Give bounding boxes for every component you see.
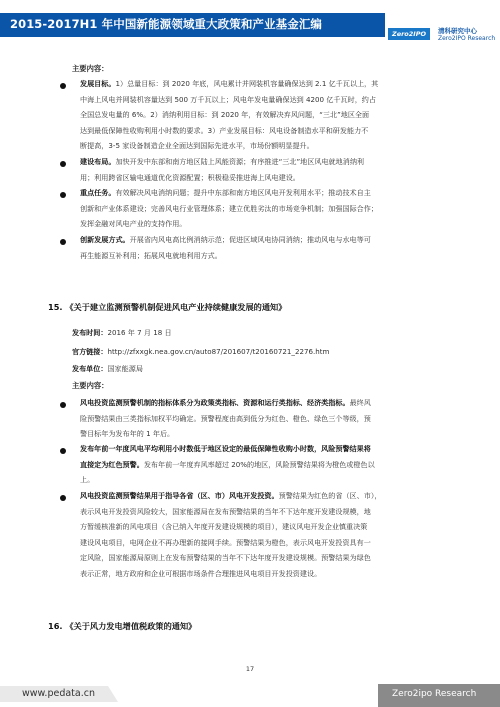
bullet-dot	[60, 192, 66, 198]
logo-cn-text: 清科研究中心	[438, 27, 477, 35]
paragraph-line	[80, 232, 448, 248]
body-text: 再生能源互补利用；拓展风电就地利用方式。	[80, 250, 222, 260]
paragraph-line	[80, 441, 448, 457]
paragraph-line	[80, 107, 448, 123]
body-text: 表示正常，地方政府和企业可根据市场条件合理推进风电项目开发投资建设。	[80, 568, 322, 578]
official-link-label: 官方链接：	[72, 347, 108, 356]
publisher-value: 国家能源局	[107, 364, 143, 373]
publish-date-value: 2016 年 7 月 18 日	[107, 328, 172, 337]
paragraph-line	[80, 519, 448, 535]
publisher	[72, 364, 143, 374]
body-text: 定风险，国家能源局原则上在发布预警结果的当年不下达年度开发建设规模。预警结果为绿色	[80, 553, 371, 562]
publish-date	[72, 328, 172, 338]
body-text: 最终风	[349, 398, 371, 407]
body-text: 开展省内风电高比例消纳示范；促进区域风电协同消纳；推动风电与水电等可	[129, 235, 371, 244]
footer-url[interactable]: www.pedata.cn	[22, 688, 95, 699]
body-text: 上。	[80, 475, 95, 484]
main-content-label: 主要内容：	[72, 64, 109, 73]
paragraph-line	[80, 170, 448, 186]
logo-en-text: Zero2IPO Research	[438, 35, 496, 42]
bullet-dot	[60, 161, 66, 167]
official-link	[72, 347, 329, 357]
body-text: 警目标年为发布年的 1 年后。	[80, 429, 175, 438]
emphasis-text: 直接定为红色预警。	[80, 459, 144, 469]
bullet-dot	[60, 83, 66, 89]
paragraph-line	[80, 535, 448, 551]
emphasis-text: 发布年前一年度风电平均利用小时数低于地区设定的最低保障性收购小时数，风险预警结果将	[80, 444, 371, 453]
bullet-dot	[60, 402, 66, 408]
emphasis-text: 建设布局。	[80, 157, 116, 166]
bullet-dot	[60, 448, 66, 454]
body-text: 全国总发电量的 6%。2）消纳利用目标：到 2020 年，有效解决弃风问题，“三北”地区全面	[80, 110, 370, 119]
bullet-paragraph	[80, 185, 448, 232]
paragraph-line	[80, 76, 448, 92]
bullet-dot	[60, 239, 66, 245]
body-text: 断提高，3-5 家设备制造企业全面达到国际先进水平，市场份额明显提升。	[80, 141, 314, 150]
header-title: 2015-2017H1 年中国新能源领域重大政策和产业基金汇编	[10, 17, 323, 31]
body-text: 用；利用跨省区输电通道优化资源配置；积极稳妥推进海上风电建设。	[80, 172, 300, 182]
section-16-title: 16. 《关于风力发电增值税政策的通知》	[48, 621, 197, 631]
bullet-paragraph	[80, 232, 448, 263]
body-text: 表示风电开发投资风险较大，国家能源局在发布预警结果的当年不下达年度开发建设规模，地	[80, 506, 371, 516]
body-text: 险预警结果由三类指标加权平均确定。预警程度由高到低分为红色、橙色、绿色三个等级，预	[80, 413, 371, 423]
body-text: 加快开发中东部和南方地区陆上风能资源；有序推进“三北”地区风电就地消纳利	[115, 157, 365, 166]
paragraph-line	[80, 472, 448, 488]
body-text: 发布年前一年度弃风率超过 20%的地区，风险预警结果将为橙色或橙色以	[143, 459, 375, 469]
body-text: 方暂缓核准新的风电项目（含已纳入年度开发建设规模的项目），建议风电开发企业慎重决策	[80, 522, 368, 531]
emphasis-text: 发展目标。	[80, 79, 116, 88]
body-text: 1）总量目标：到 2020 年底，风电累计并网装机容量确保达到 2.1 亿千瓦以上，其	[115, 79, 379, 88]
paragraph-line	[80, 201, 448, 217]
footer-brand: Zero2ipo Research	[392, 689, 477, 699]
official-link-url[interactable]: http://zfxxgk.nea.gov.cn/auto87/201607/t20160721_2276.htm	[107, 347, 330, 356]
body-text: 创新和产业体系建设；完善风电行业管理体系；建立优胜劣汰的市场竞争机制；加强国际合作；	[80, 203, 378, 213]
paragraph-line	[80, 123, 448, 139]
body-text: 发挥金融对风电产业的支持作用。	[80, 219, 187, 228]
paragraph-line	[80, 504, 448, 520]
paragraph-line	[80, 185, 448, 201]
emphasis-text: 重点任务。	[80, 188, 116, 197]
page-number: 17	[245, 665, 255, 673]
paragraph-line	[80, 138, 448, 154]
paragraph-line	[80, 154, 448, 170]
publish-date-label: 发布时间：	[72, 328, 108, 337]
bullet-paragraph	[80, 395, 448, 442]
bullet-dot	[60, 495, 66, 501]
paragraph-line	[80, 457, 448, 473]
zero2ipo-logo: Zero2IPO	[388, 28, 430, 40]
paragraph-line	[80, 248, 448, 264]
paragraph-line	[80, 92, 448, 108]
bullet-paragraph	[80, 154, 448, 185]
page-header	[0, 0, 500, 46]
body-text: 达到最低保障性收购利用小时数的要求。3）产业发展目标：风电设备制造水平和研发能力不	[80, 125, 369, 135]
paragraph-line	[80, 550, 448, 566]
publisher-label: 发布单位：	[72, 364, 108, 373]
paragraph-line	[80, 488, 448, 504]
body-text: 中海上风电并网装机容量达到 500 万千瓦以上；风电年发电量确保达到 4200 亿千瓦时，约占	[80, 94, 376, 104]
paragraph-line	[80, 566, 448, 582]
emphasis-text: 风电投资监测预警结果用于指导各省（区、市）风电开发投资。	[80, 491, 279, 500]
paragraph-line	[80, 426, 448, 442]
emphasis-text: 创新发展方式。	[80, 235, 130, 244]
bullet-paragraph	[80, 76, 448, 154]
bullet-paragraph	[80, 488, 448, 581]
bullet-paragraph	[80, 441, 448, 488]
section-15-title: 15. 《关于建立监测预警机制促进风电产业持续健康发展的通知》	[48, 302, 287, 312]
paragraph-line	[80, 216, 448, 232]
main-content-label: 主要内容：	[72, 381, 109, 390]
emphasis-text: 风电投资监测预警机制的指标体系分为政策类指标、资源和运行类指标、经济类指标。	[80, 398, 350, 407]
paragraph-line	[80, 395, 448, 411]
body-text: 预警结果为红色的省（区、市），	[278, 491, 382, 500]
body-text: 建设风电项目，电网企业不再办理新的接网手续。预警结果为橙色，表示风电开发投资具有一	[80, 537, 371, 547]
body-text: 有效解决风电消纳问题；提升中东部和南方地区风电开发利用水平；推动技术自主	[115, 188, 371, 197]
paragraph-line	[80, 411, 448, 427]
